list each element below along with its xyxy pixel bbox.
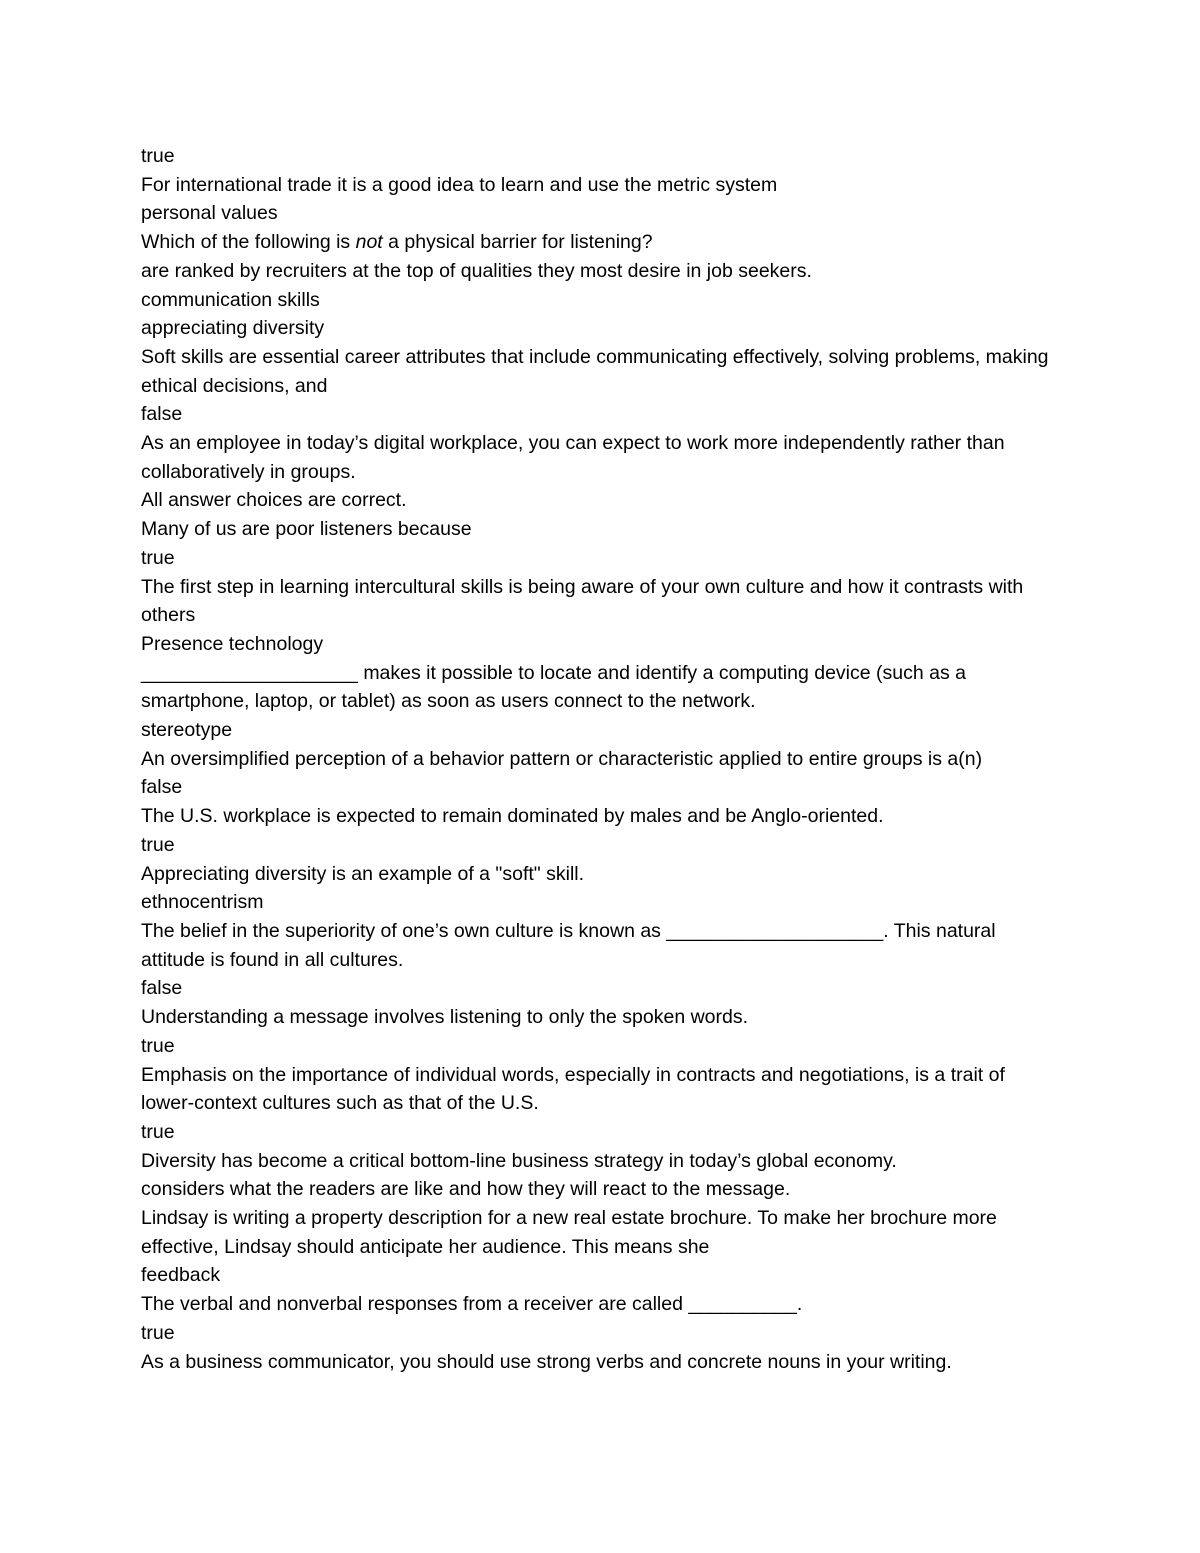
text-line: Diversity has become a critical bottom-line business strategy in today’s global economy. <box>141 1149 897 1172</box>
text-line: Soft skills are essential career attributes that include communicating effectively, solving problems, making ethical decisions, and <box>141 345 1049 397</box>
text-line: false <box>141 776 183 799</box>
text-line: Understanding a message involves listening to only the spoken words. <box>141 1006 749 1029</box>
text-line: true <box>141 1120 175 1143</box>
text-line: As an employee in today’s digital workplace, you can expect to work more independently rather than collaboratively in groups. <box>141 432 1005 483</box>
text-line: The belief in the superiority of one’s own culture is known as ____________________. This natural attitude is found in all cultures. <box>141 919 996 971</box>
text-line: Lindsay is writing a property description for a new real estate brochure. To make her brochure more effective, Lindsay should anticipate her audience. This means she <box>141 1207 997 1258</box>
text-line: The verbal and nonverbal responses from a receiver are called __________. <box>141 1293 803 1316</box>
text-line: The U.S. workplace is expected to remain dominated by males and be Anglo-oriented. <box>141 805 884 828</box>
text-line: stereotype <box>141 719 233 742</box>
text-line: The first step in learning intercultural skills is being aware of your own culture and how it contrasts with others <box>141 575 1024 627</box>
listening-question-emphasis: not <box>355 231 383 254</box>
text-line: feedback <box>141 1264 221 1287</box>
text-line: For international trade it is a good idea to learn and use the metric system <box>141 173 778 196</box>
text-line: false <box>141 977 183 1000</box>
text-line: An oversimplified perception of a behavior pattern or characteristic applied to entire groups is a(n) <box>141 747 983 770</box>
listening-question-after: a physical barrier for listening? <box>382 231 653 254</box>
text-line: ethnocentrism <box>141 891 264 914</box>
text-line: true <box>141 1321 175 1344</box>
text-line: true <box>141 833 175 856</box>
text-line: As a business communicator, you should use strong verbs and concrete nouns in your writing. <box>141 1350 952 1373</box>
listening-question-before: Which of the following is <box>141 231 356 254</box>
text-line: appreciating diversity <box>141 317 325 340</box>
text-line: ____________________ makes it possible to locate and identify a computing device (such as a smartphone, laptop, or tablet) as soon as users connect to the network. <box>141 661 966 713</box>
text-line: Appreciating diversity is an example of a "soft" skill. <box>141 862 585 885</box>
text-line: true <box>141 145 175 167</box>
text-line: communication skills <box>141 288 320 311</box>
text-line: true <box>141 1034 175 1057</box>
text-line: are ranked by recruiters at the top of qualities they most desire in job seekers. <box>141 259 812 282</box>
text-line: false <box>141 403 183 426</box>
listening-question-line <box>141 228 1061 257</box>
text-line: Many of us are poor listeners because <box>141 518 472 541</box>
document-body <box>141 142 1061 1376</box>
text-line: personal values <box>141 202 278 225</box>
text-line: considers what the readers are like and how they will react to the message. <box>141 1178 791 1201</box>
text-line: Emphasis on the importance of individual words, especially in contracts and negotiations, is a trait of lower-context cultures such as that of the U.S. <box>141 1063 1005 1115</box>
text-line: Presence technology <box>141 632 324 655</box>
text-line: All answer choices are correct. <box>141 489 407 512</box>
text-line: true <box>141 546 175 569</box>
